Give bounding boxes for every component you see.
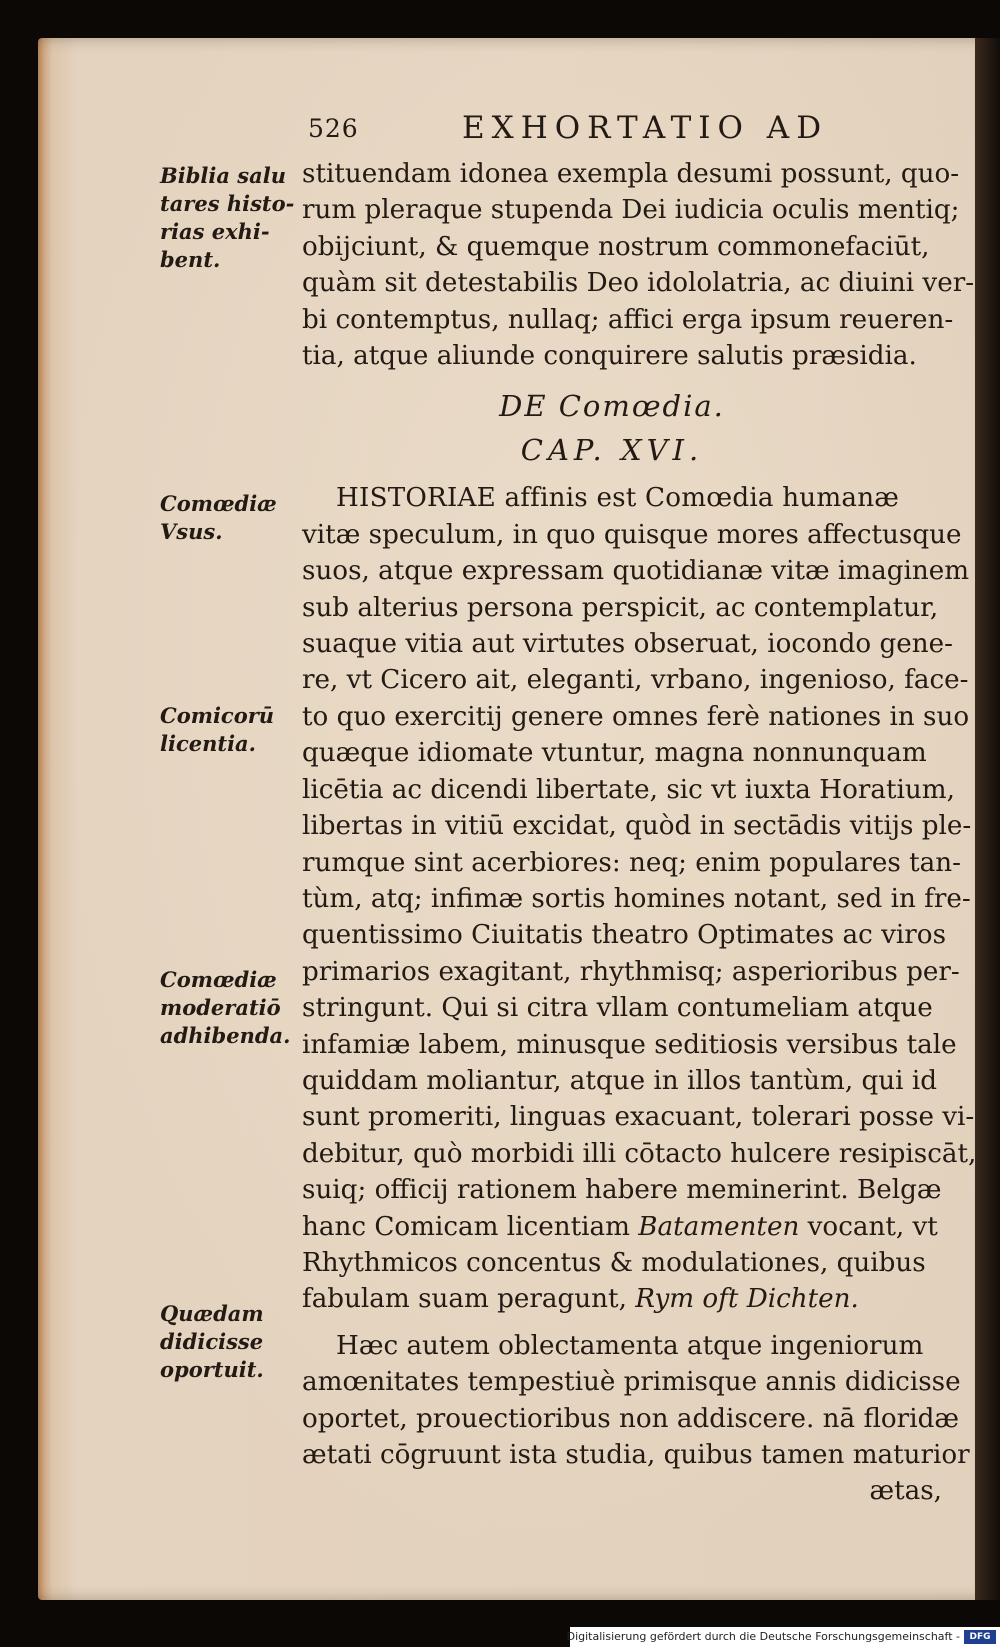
text-line: quæque idiomate vtuntur, magna nonnunquam <box>302 738 927 769</box>
text-line: ætati cōgruunt ista studia, quibus tamen maturior <box>302 1440 970 1470</box>
margin-note-moderatio: Comœdiæ moderatiō adhibenda. <box>160 967 291 1048</box>
margin-note-biblia: Biblia salu tares histo- rias exhi- bent. <box>160 163 295 272</box>
text-line: to quo exercitij genere omnes ferè nationes in suo <box>302 701 970 732</box>
text-line: rum pleraque stupenda Dei iudicia oculis mentiq; <box>302 195 960 226</box>
text-line: hanc Comicam licentiam Batamenten vocant, vt <box>302 1211 938 1242</box>
text-line: rumque sint acerbiores: neq; enim populares tan- <box>302 847 961 878</box>
page-header <box>300 110 960 150</box>
text-line: stringunt. Qui si citra vllam contumeliam atque <box>302 993 933 1024</box>
text-line: sub alterius persona perspicit, ac contemplatur, <box>302 592 939 623</box>
digitization-footer <box>566 1627 1000 1647</box>
page-number: 526 <box>308 114 359 143</box>
digitization-credit: Digitalisierung gefördert durch die Deutsche Forschungsgemeinschaft - <box>566 1630 960 1643</box>
italic-term: Batamenten <box>638 1211 800 1242</box>
text-line: sunt promeriti, linguas exacuant, tolerari posse vi- <box>302 1102 975 1133</box>
dfg-logo: DFG <box>964 1630 996 1644</box>
text-line: infamiæ labem, minusque seditiosis versibus tale <box>302 1029 957 1060</box>
section-heading: DE Comœdia. <box>499 389 725 424</box>
text-line: fabulam suam peragunt, Rym oft Dichten. <box>302 1284 859 1315</box>
text-line: quàm sit detestabilis Deo idololatria, ac diuini ver- <box>302 268 975 299</box>
running-title: EXHORTATIO AD <box>462 110 829 146</box>
text-line: licētia ac dicendi libertate, sic vt iuxta Horatium, <box>302 774 955 805</box>
text-line: libertas in vitiū excidat, quòd in sectādis vitijs ple- <box>302 811 972 842</box>
text-line: quiddam moliantur, atque in illos tantùm, qui id <box>302 1065 937 1096</box>
chapter-heading: CAP. XVI. <box>520 433 704 468</box>
margin-note-comoediae-usus: Comœdiæ Vsus. <box>160 491 277 544</box>
text-line: re, vt Cicero ait, eleganti, vrbano, ingenioso, face- <box>302 665 969 696</box>
main-text <box>302 156 982 1510</box>
text-line: stituendam idonea exempla desumi possunt, quo- <box>302 159 960 189</box>
text-line: oportet, prouectioribus non addiscere. nā floridæ <box>302 1403 959 1434</box>
margin-note-comicorum-licentia: Comicorū licentia. <box>160 703 275 756</box>
text-line: Hæc autem oblectamenta atque ingeniorum <box>336 1330 924 1361</box>
text-line: vitæ speculum, in quo quisque mores affectusque <box>302 519 962 550</box>
text-line: tia, atque aliunde conquirere salutis præsidia. <box>302 341 917 372</box>
text-line: suos, atque expressam quotidianæ vitæ imaginem <box>302 556 970 587</box>
text-line: HISTORIAE affinis est Comœdia humanæ <box>336 483 900 514</box>
text-line: Rhythmicos concentus & modulationes, quibus <box>302 1247 926 1278</box>
text-line: obijciunt, & quemque nostrum commonefaciūt, <box>302 231 930 262</box>
text-line: debitur, quò morbidi illi cōtacto hulcere resipiscāt, <box>302 1138 977 1169</box>
catchword: ætas, <box>869 1476 942 1507</box>
text-line: amœnitates tempestiuè primisque annis didicisse <box>302 1367 961 1398</box>
text-line: quentissimo Ciuitatis theatro Optimates ac viros <box>302 920 947 951</box>
text-line: tùm, atq; infimæ sortis homines notant, sed in fre- <box>302 883 971 914</box>
italic-term: Rym oft Dichten. <box>635 1284 859 1315</box>
margin-note-quaedam: Quædam didicisse oportuit. <box>160 1301 264 1382</box>
text-line: suaque vitia aut virtutes obseruat, iocondo gene- <box>302 629 953 660</box>
text-line: suiq; officij rationem habere meminerint. Belgæ <box>302 1175 942 1206</box>
text-line: bi contemptus, nullaq; affici erga ipsum reueren- <box>302 304 954 335</box>
text-line: primarios exagitant, rhythmisq; asperioribus per- <box>302 956 960 987</box>
